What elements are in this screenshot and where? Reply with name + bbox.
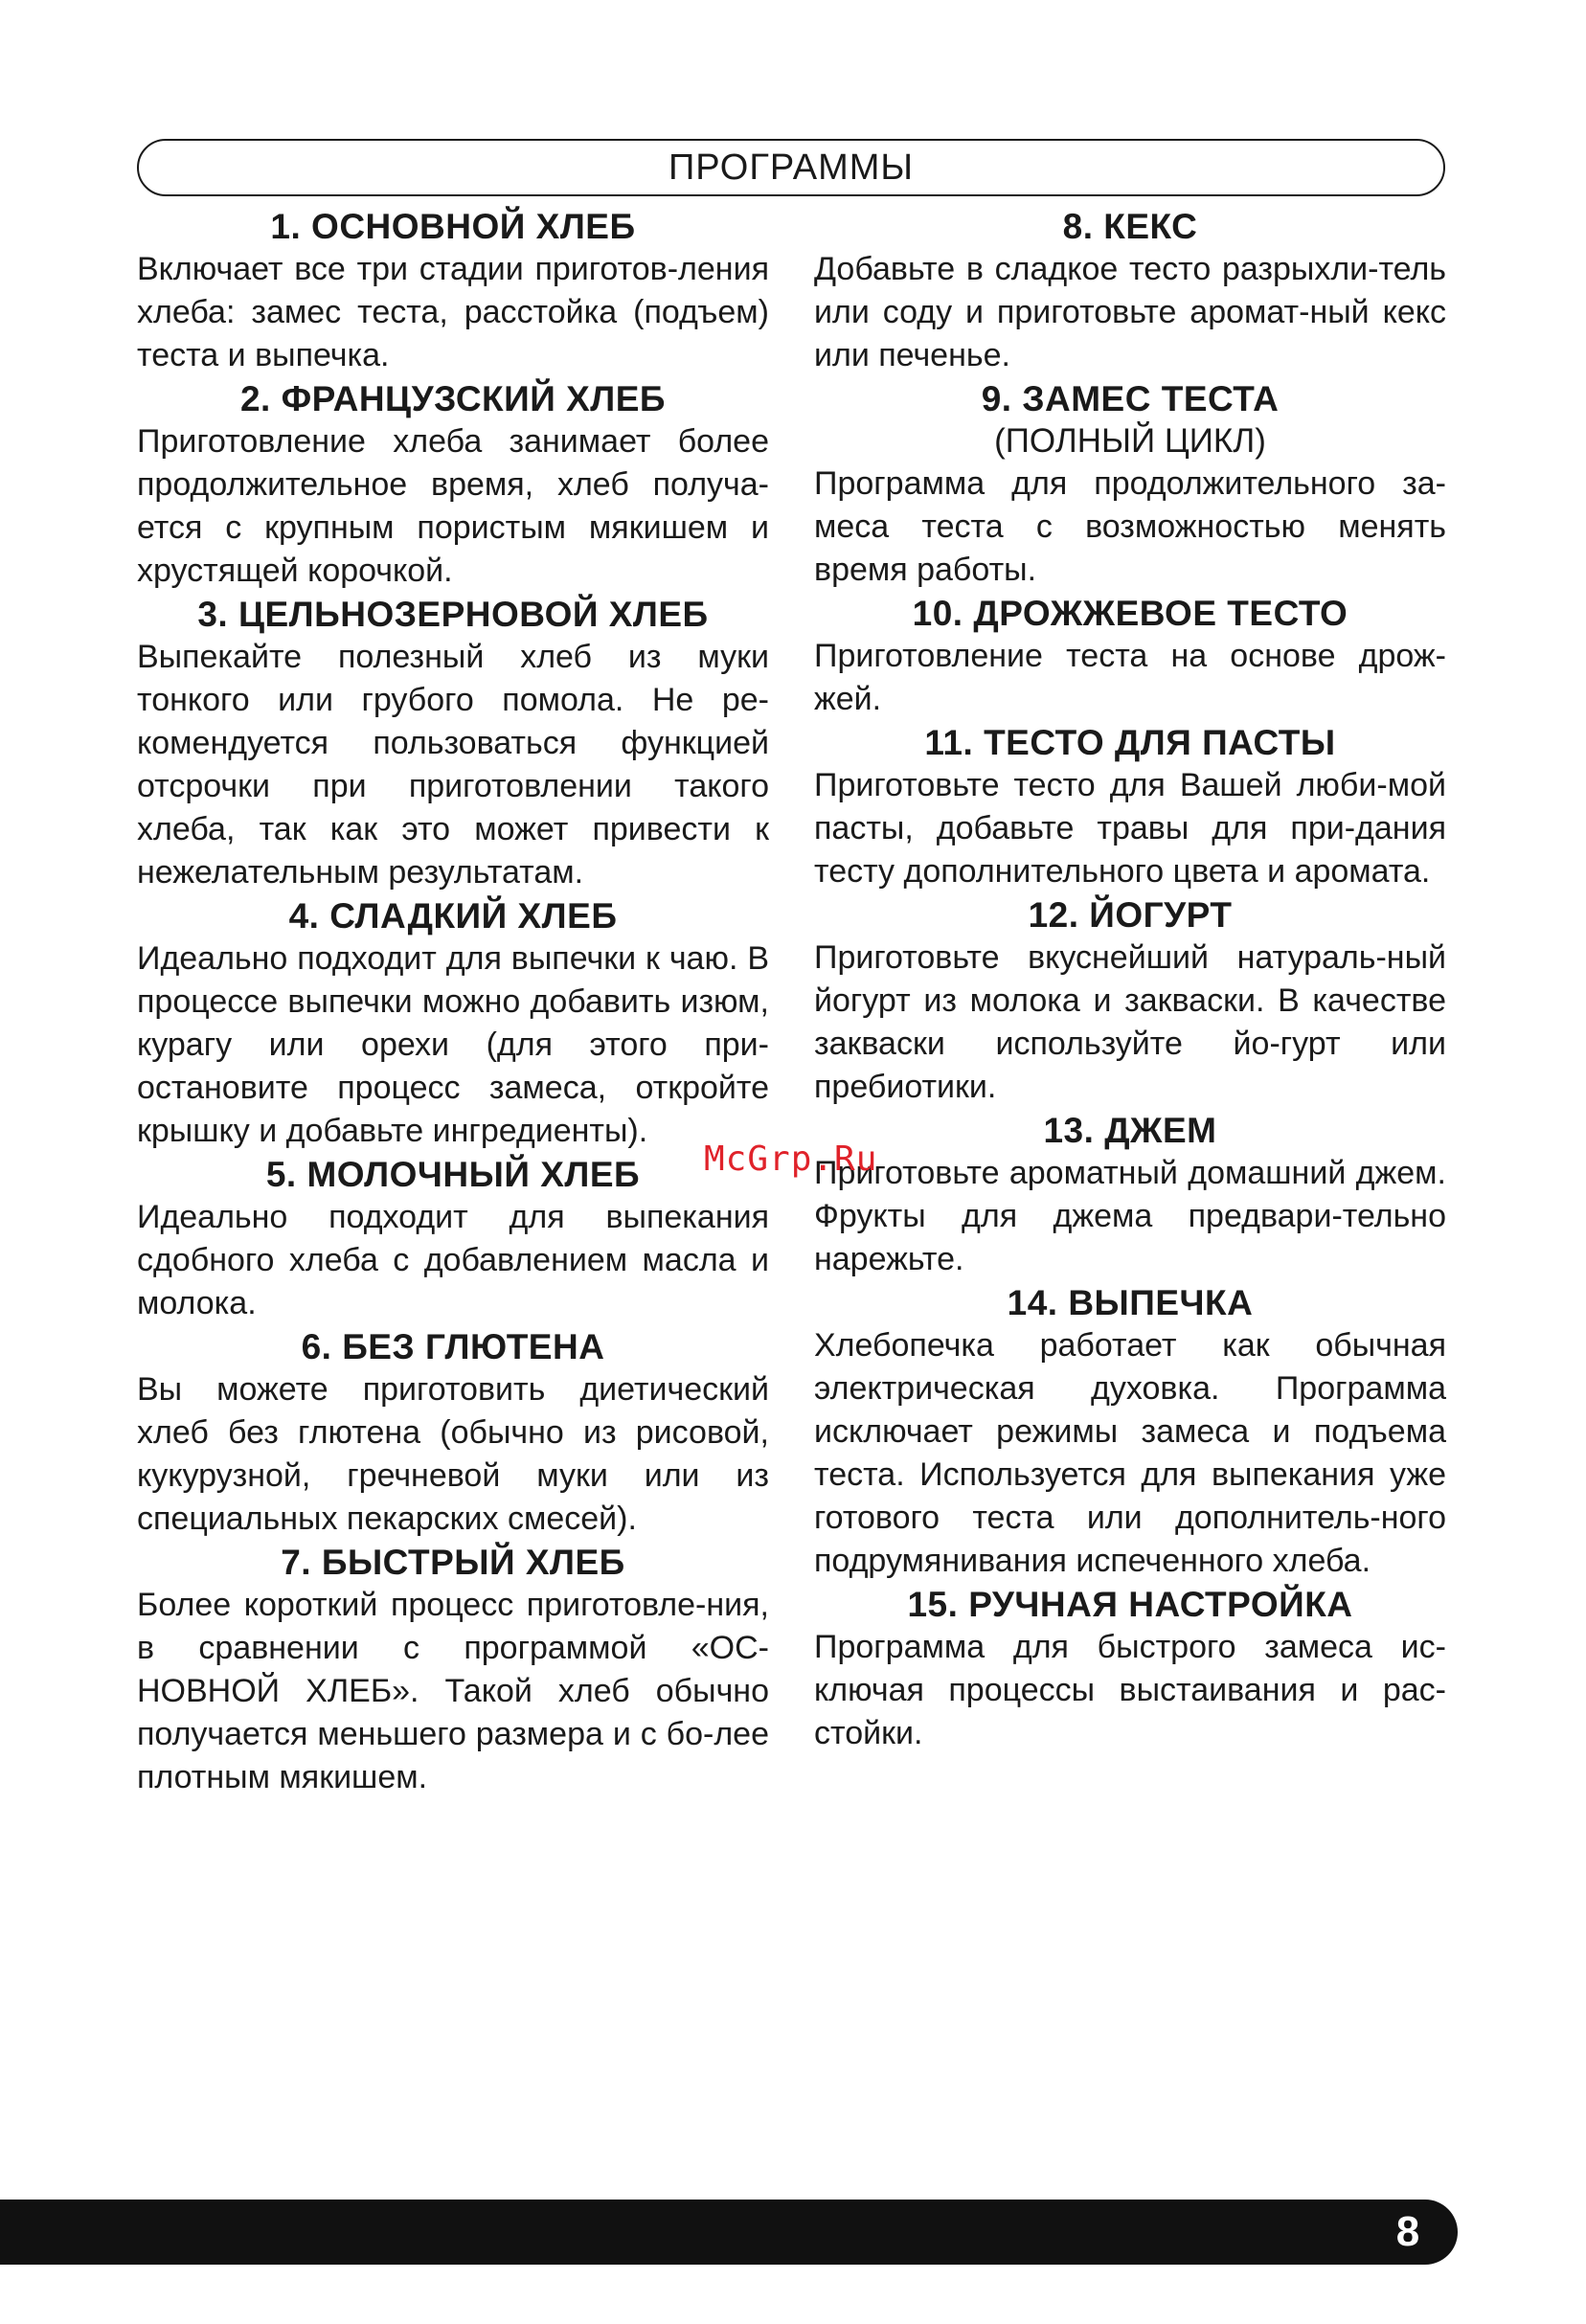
program-section (814, 592, 1446, 721)
program-description: Идеально подходит для выпечки к чаю. В процессе выпечки можно добавить изюм, курагу или орехи (для этого при-остановите процесс замеса, откройте крышку и добавьте ингредиенты). (137, 940, 769, 1149)
program-description: Программа для продолжительного за-меса теста с возможностью менять время работы. (814, 465, 1446, 588)
program-title: 6. БЕЗ ГЛЮТЕНА (301, 1327, 605, 1366)
program-title: 11. ТЕСТО ДЛЯ ПАСТЫ (924, 723, 1336, 762)
program-title: 14. ВЫПЕЧКА (1007, 1283, 1254, 1322)
program-section (137, 1153, 769, 1325)
program-description: Добавьте в сладкое тесто разрыхли-тель или соду и приготовьте аромат-ный кекс или печенье. (814, 251, 1446, 373)
program-section (814, 205, 1446, 377)
program-description: Включает все три стадии приготов-ления хлеба: замес теста, расстойка (подъем) теста и выпечка. (137, 251, 769, 373)
program-title: 7. БЫСТРЫЙ ХЛЕБ (281, 1543, 625, 1582)
program-description: Хлебопечка работает как обычная электрическая духовка. Программа исключает режимы замеса и подъема теста. Используется для выпекания уже готового теста или дополнитель-ного подрумянивания испеченного хлеба. (814, 1327, 1446, 1579)
program-section (814, 1281, 1446, 1583)
watermark: McGrp.Ru (704, 1139, 878, 1179)
program-description: Идеально подходит для выпекания сдобного хлеба с добавлением масла и молока. (137, 1199, 769, 1321)
page-title: ПРОГРАММЫ (668, 147, 915, 188)
section-header (137, 139, 1445, 196)
program-section (814, 377, 1446, 592)
program-description: Программа для быстрого замеса ис-ключая процессы выстаивания и рас-стойки. (814, 1629, 1446, 1751)
program-title: 2. ФРАНЦУЗСКИЙ ХЛЕБ (239, 379, 667, 418)
program-description: Вы можете приготовить диетический хлеб без глютена (обычно из рисовой, кукурузной, гречневой муки или из специальных пекарских смесей). (137, 1371, 769, 1537)
program-section (814, 1583, 1446, 1755)
program-title: 9. ЗАМЕС ТЕСТА (981, 379, 1280, 418)
program-description: Выпекайте полезный хлеб из муки тонкого или грубого помола. Не ре-комендуется пользоваться функцией отсрочки при приготовлении такого хлеба, так как это может привести к нежелательным результатам. (137, 639, 769, 891)
program-subtitle: (ПОЛНЫЙ ЦИКЛ) (994, 422, 1266, 460)
page-number: 8 (1395, 2208, 1420, 2255)
program-title: 5. МОЛОЧНЫЙ ХЛЕБ (265, 1155, 641, 1194)
program-description: Приготовьте вкуснейший натураль-ный йогурт из молока и закваски. В качестве закваски используйте йо-гурт или пребиотики. (814, 939, 1446, 1105)
program-title: 10. ДРОЖЖЕВОЕ ТЕСТО (912, 594, 1348, 633)
program-title: 3. ЦЕЛЬНОЗЕРНОВОЙ ХЛЕБ (197, 595, 709, 634)
program-section (137, 205, 769, 377)
program-section (137, 894, 769, 1153)
program-description: Более короткий процесс приготовле-ния, в сравнении с программой «ОС-НОВНОЙ ХЛЕБ». Такой хлеб обычно получается меньшего размера и с бо-лее плотным мякишем. (137, 1587, 769, 1795)
program-title: 15. РУЧНАЯ НАСТРОЙКА (907, 1585, 1353, 1624)
footer-bar (0, 2200, 1458, 2265)
program-description: Приготовление теста на основе дрож-жей. (814, 638, 1446, 717)
program-section (137, 377, 769, 593)
program-description: Приготовление хлеба занимает более продолжительное время, хлеб получа-ется с крупным пористым мякишем и хрустящей корочкой. (137, 423, 769, 589)
program-section (137, 593, 769, 894)
program-section (814, 1109, 1446, 1281)
program-section (137, 1325, 769, 1541)
program-section (814, 721, 1446, 893)
program-description: Приготовьте тесто для Вашей люби-мой пасты, добавьте травы для при-дания тесту дополнительного цвета и аромата. (814, 767, 1446, 890)
program-title: 8. КЕКС (1062, 207, 1198, 246)
left-column (137, 205, 769, 1799)
program-title: 13. ДЖЕМ (1043, 1111, 1217, 1150)
program-title: 1. ОСНОВНОЙ ХЛЕБ (270, 207, 636, 246)
program-description: Приготовьте ароматный домашний джем. Фрукты для джема предвари-тельно нарежьте. (814, 1155, 1446, 1277)
program-title: 12. ЙОГУРТ (1028, 895, 1233, 935)
right-column (814, 205, 1446, 1755)
program-section (137, 1541, 769, 1799)
program-section (814, 893, 1446, 1109)
program-title: 4. СЛАДКИЙ ХЛЕБ (288, 896, 618, 936)
